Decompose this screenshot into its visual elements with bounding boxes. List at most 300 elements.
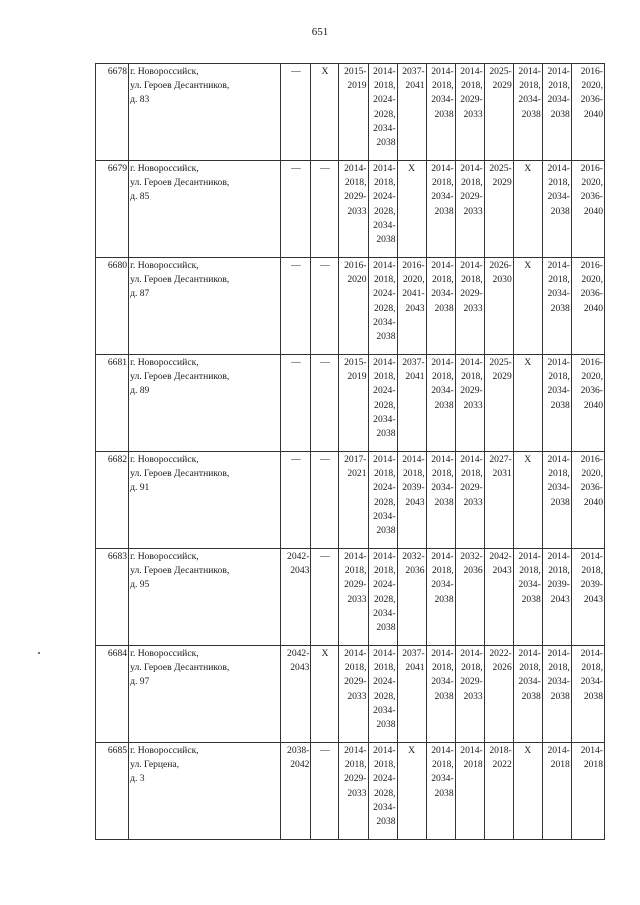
period-line: 2034-	[431, 482, 454, 494]
period-cell	[368, 549, 397, 646]
period-cell	[397, 355, 426, 452]
period-line: 2018,	[344, 177, 367, 189]
period-cell	[339, 64, 368, 161]
period-line: 2018,	[373, 662, 396, 674]
period-line: 2034-	[373, 122, 396, 134]
period-cell	[484, 743, 513, 840]
period-line: 2018	[583, 759, 603, 771]
period-line: 2033	[347, 593, 367, 605]
period-cell	[281, 549, 311, 646]
period-line: 2038	[434, 496, 454, 508]
period-cell	[426, 355, 455, 452]
row-number: 6679	[96, 161, 129, 258]
period-cell	[542, 258, 571, 355]
period-line: 2038	[550, 302, 570, 314]
table-row	[96, 743, 605, 840]
period-line: 2018,	[548, 274, 570, 286]
period-line: Х	[524, 163, 532, 174]
period-line: 2016-	[580, 357, 603, 368]
period-line: 2018,	[403, 468, 425, 480]
period-line: 2043	[550, 593, 570, 605]
address-line: г. Новороссийск,	[130, 66, 199, 77]
period-line: 2034-	[518, 579, 541, 591]
period-line: 2018,	[373, 759, 396, 771]
table-row	[96, 355, 605, 452]
address-line: г. Новороссийск,	[130, 648, 199, 659]
period-cell	[311, 161, 339, 258]
period-line: 2014-	[580, 745, 603, 756]
period-line: 2022	[492, 759, 512, 771]
period-line: 2015-	[344, 357, 367, 368]
period-line: 2014-	[344, 163, 367, 174]
period-line: 2042	[290, 759, 310, 771]
period-line: 2014-	[373, 260, 396, 271]
period-cell	[455, 64, 484, 161]
period-line: 2038	[550, 690, 570, 702]
page-number: 651	[311, 26, 329, 38]
period-line: 2034-	[373, 801, 396, 813]
period-cell	[311, 258, 339, 355]
table-row	[96, 452, 605, 549]
address-cell	[129, 161, 281, 258]
period-cell	[542, 64, 571, 161]
period-line: 2018,	[373, 177, 396, 189]
period-line: 2029	[492, 371, 512, 383]
period-line: 2014-	[460, 648, 483, 659]
period-cell	[397, 161, 426, 258]
period-line: 2014-	[431, 163, 454, 174]
period-cell	[281, 64, 311, 161]
period-line: 2029-	[460, 385, 483, 397]
period-cell	[571, 452, 604, 549]
period-cell	[368, 355, 397, 452]
period-line: 2033	[463, 496, 483, 508]
period-line: Х	[408, 163, 416, 174]
period-line: 2034-	[431, 773, 454, 785]
period-line: 2018,	[432, 565, 454, 577]
period-cell	[513, 355, 542, 452]
period-line: 2014-	[518, 648, 541, 659]
period-cell	[368, 161, 397, 258]
period-cell	[281, 452, 311, 549]
address-cell	[129, 355, 281, 452]
period-line: 2034-	[547, 385, 570, 397]
period-line: Х	[524, 260, 532, 271]
period-line: 2033	[463, 205, 483, 217]
address-cell	[129, 743, 281, 840]
period-line: 2034-	[431, 191, 454, 203]
period-cell	[281, 161, 311, 258]
address-line: д. 95	[130, 579, 150, 591]
period-line: 2022-	[489, 648, 512, 659]
period-line: 2024-	[373, 94, 396, 106]
period-line: 2014-	[431, 745, 454, 756]
period-line: 2018,	[432, 177, 454, 189]
address-cell	[129, 64, 281, 161]
period-cell	[571, 258, 604, 355]
period-line: 2018,	[373, 80, 396, 92]
period-line: —	[320, 454, 330, 465]
period-line: 2029-	[460, 288, 483, 300]
period-line: 2030	[492, 274, 512, 286]
period-cell	[311, 549, 339, 646]
period-line: 2018,	[519, 565, 541, 577]
period-line: 2018,	[432, 80, 454, 92]
period-line: 2014-	[431, 260, 454, 271]
address-line: ул. Героев Десантников,	[130, 274, 230, 286]
period-cell	[571, 161, 604, 258]
period-line: 2014-	[373, 745, 396, 756]
period-line: 2034-	[518, 676, 541, 688]
period-line: 2034-	[373, 316, 396, 328]
period-line: 2034-	[431, 579, 454, 591]
period-line: 2029-	[460, 94, 483, 106]
period-line: 2038	[434, 108, 454, 120]
period-line: 2018	[550, 759, 570, 771]
period-line: 2042-	[489, 551, 512, 562]
period-line: 2018,	[461, 468, 483, 480]
period-line: 2018,	[581, 662, 603, 674]
period-line: Х	[321, 648, 329, 659]
period-line: 2025-	[489, 357, 512, 368]
period-line: 2038	[376, 234, 396, 246]
period-cell	[513, 161, 542, 258]
period-line: 2018,	[519, 80, 541, 92]
period-cell	[339, 258, 368, 355]
period-cell	[368, 743, 397, 840]
period-line: 2038	[434, 787, 454, 799]
period-line: 2034-	[373, 413, 396, 425]
period-line: 2038	[376, 719, 396, 731]
period-cell	[513, 549, 542, 646]
period-line: 2020,	[581, 274, 603, 286]
period-cell	[311, 355, 339, 452]
stray-mark	[38, 652, 40, 654]
period-cell	[281, 646, 311, 743]
period-line: 2042-	[287, 551, 310, 562]
period-cell	[339, 743, 368, 840]
period-cell	[455, 355, 484, 452]
period-line: 2033	[347, 690, 367, 702]
period-cell	[542, 355, 571, 452]
period-line: 2014-	[580, 648, 603, 659]
period-line: 2014-	[373, 357, 396, 368]
period-cell	[426, 258, 455, 355]
period-line: 2038	[583, 690, 603, 702]
period-line: 2036-	[580, 385, 603, 397]
period-cell	[397, 743, 426, 840]
period-cell	[397, 64, 426, 161]
period-line: 2026-	[489, 260, 512, 271]
period-line: 2034-	[373, 510, 396, 522]
period-line: 2038	[550, 205, 570, 217]
period-line: 2041	[405, 662, 425, 674]
period-line: 2040	[583, 496, 603, 508]
period-cell	[455, 452, 484, 549]
address-line: д. 91	[130, 482, 150, 494]
period-line: 2018,	[548, 371, 570, 383]
period-line: 2029-	[460, 191, 483, 203]
period-line: 2041	[405, 371, 425, 383]
period-line: 2041-	[402, 288, 425, 300]
period-line: 2028,	[373, 496, 396, 508]
period-line: 2034-	[373, 704, 396, 716]
period-line: 2029-	[344, 191, 367, 203]
period-line: 2043	[405, 496, 425, 508]
period-line: 2018,	[373, 468, 396, 480]
period-line: 2021	[347, 468, 367, 480]
period-cell	[542, 549, 571, 646]
period-cell	[455, 646, 484, 743]
period-cell	[426, 549, 455, 646]
period-cell	[484, 646, 513, 743]
period-line: Х	[321, 66, 329, 77]
address-line: г. Новороссийск,	[130, 357, 199, 368]
period-line: 2024-	[373, 482, 396, 494]
period-cell	[484, 64, 513, 161]
period-line: 2040	[583, 399, 603, 411]
address-line: д. 89	[130, 385, 150, 397]
period-cell	[426, 452, 455, 549]
period-line: 2036-	[580, 94, 603, 106]
period-cell	[368, 646, 397, 743]
address-line: ул. Героев Десантников,	[130, 662, 230, 674]
period-line: 2020,	[581, 80, 603, 92]
period-cell	[513, 646, 542, 743]
period-line: 2018,	[344, 565, 367, 577]
period-line: 2042-	[287, 648, 310, 659]
address-line: г. Новороссийск,	[130, 260, 199, 271]
period-line: 2033	[463, 690, 483, 702]
period-line: 2018,	[519, 662, 541, 674]
period-cell	[571, 64, 604, 161]
period-line: 2014-	[431, 551, 454, 562]
period-cell	[339, 646, 368, 743]
address-line: д. 85	[130, 191, 150, 203]
period-line: 2038	[434, 302, 454, 314]
period-line: 2031	[492, 468, 512, 480]
period-line: 2038	[521, 108, 541, 120]
period-line: 2029-	[460, 676, 483, 688]
address-line: д. 3	[130, 773, 145, 785]
period-cell	[571, 549, 604, 646]
period-line: 2018,	[548, 80, 570, 92]
period-line: 2032-	[402, 551, 425, 562]
period-line: 2018,	[432, 662, 454, 674]
period-line: 2018,	[344, 662, 367, 674]
period-cell	[426, 743, 455, 840]
address-line: д. 87	[130, 288, 150, 300]
period-line: 2038	[376, 622, 396, 634]
period-line: 2014-	[460, 66, 483, 77]
period-line: Х	[524, 745, 532, 756]
period-line: —	[291, 163, 301, 174]
period-cell	[368, 258, 397, 355]
period-line: 2020	[347, 274, 367, 286]
period-line: 2024-	[373, 288, 396, 300]
period-line: 2028,	[373, 593, 396, 605]
period-line: 2034-	[547, 482, 570, 494]
period-line: 2027-	[489, 454, 512, 465]
period-line: 2018,	[581, 565, 603, 577]
period-line: 2038	[550, 399, 570, 411]
period-line: 2019	[347, 371, 367, 383]
period-line: 2034-	[547, 94, 570, 106]
table-body	[96, 64, 605, 840]
period-line: —	[320, 551, 330, 562]
period-cell	[513, 452, 542, 549]
row-number: 6682	[96, 452, 129, 549]
period-line: 2014-	[431, 454, 454, 465]
period-line: 2018,	[461, 371, 483, 383]
period-cell	[397, 646, 426, 743]
period-line: 2018,	[461, 662, 483, 674]
row-number: 6678	[96, 64, 129, 161]
period-line: 2014-	[547, 260, 570, 271]
period-cell	[513, 64, 542, 161]
period-line: 2018	[463, 759, 483, 771]
period-line: 2020,	[581, 371, 603, 383]
period-line: 2038	[376, 525, 396, 537]
period-line: 2016-	[344, 260, 367, 271]
table-row	[96, 64, 605, 161]
period-line: 2043	[290, 662, 310, 674]
period-line: Х	[524, 454, 532, 465]
address-line: г. Новороссийск,	[130, 551, 199, 562]
period-line: 2018,	[373, 274, 396, 286]
period-line: 2014-	[547, 551, 570, 562]
period-line: 2014-	[373, 454, 396, 465]
period-line: 2014-	[547, 648, 570, 659]
period-line: 2029-	[344, 579, 367, 591]
period-line: 2024-	[373, 191, 396, 203]
period-line: 2018,	[461, 177, 483, 189]
period-line: 2014-	[460, 745, 483, 756]
period-line: 2034-	[373, 219, 396, 231]
period-cell	[542, 646, 571, 743]
period-line: 2038	[521, 690, 541, 702]
period-line: 2014-	[344, 551, 367, 562]
period-line: 2014-	[373, 551, 396, 562]
period-line: 2028,	[373, 205, 396, 217]
period-cell	[513, 743, 542, 840]
period-cell	[542, 161, 571, 258]
row-number: 6684	[96, 646, 129, 743]
period-line: 2016-	[580, 454, 603, 465]
period-line: 2037-	[402, 648, 425, 659]
table-row	[96, 161, 605, 258]
period-line: 2024-	[373, 385, 396, 397]
registry-table	[95, 63, 605, 840]
period-line: Х	[408, 745, 416, 756]
period-line: 2036	[463, 565, 483, 577]
period-cell	[311, 452, 339, 549]
period-cell	[571, 646, 604, 743]
period-line: 2034-	[547, 191, 570, 203]
period-line: 2020,	[581, 468, 603, 480]
period-cell	[455, 258, 484, 355]
period-line: 2038-	[287, 745, 310, 756]
period-line: 2036-	[580, 482, 603, 494]
period-line: 2018,	[461, 274, 483, 286]
period-line: 2018,	[432, 468, 454, 480]
period-line: 2018,	[461, 80, 483, 92]
period-line: 2033	[347, 787, 367, 799]
period-line: 2038	[521, 593, 541, 605]
table-row	[96, 549, 605, 646]
period-line: 2015-	[344, 66, 367, 77]
period-line: 2014-	[460, 163, 483, 174]
period-line: 2034-	[373, 607, 396, 619]
period-cell	[484, 549, 513, 646]
period-line: 2014-	[547, 357, 570, 368]
period-cell	[311, 646, 339, 743]
period-cell	[339, 161, 368, 258]
period-line: 2026	[492, 662, 512, 674]
period-cell	[281, 355, 311, 452]
table-row	[96, 258, 605, 355]
period-line: 2014-	[402, 454, 425, 465]
period-line: 2039-	[402, 482, 425, 494]
period-cell	[397, 258, 426, 355]
period-line: 2016-	[580, 260, 603, 271]
period-line: 2018,	[344, 759, 367, 771]
address-cell	[129, 549, 281, 646]
period-cell	[426, 646, 455, 743]
period-line: 2014-	[373, 66, 396, 77]
period-line: 2017-	[344, 454, 367, 465]
period-line: —	[320, 745, 330, 756]
period-line: 2014-	[344, 745, 367, 756]
period-line: 2029	[492, 80, 512, 92]
period-line: 2024-	[373, 676, 396, 688]
period-line: 2018,	[373, 371, 396, 383]
period-cell	[484, 258, 513, 355]
period-line: 2034-	[431, 94, 454, 106]
address-line: д. 83	[130, 94, 150, 106]
period-line: 2014-	[547, 745, 570, 756]
period-line: —	[291, 454, 301, 465]
period-line: 2032-	[460, 551, 483, 562]
address-line: г. Новороссийск,	[130, 454, 199, 465]
period-line: 2029-	[460, 482, 483, 494]
period-line: 2016-	[402, 260, 425, 271]
period-line: 2014-	[580, 551, 603, 562]
address-cell	[129, 646, 281, 743]
period-line: 2034-	[431, 385, 454, 397]
period-cell	[542, 452, 571, 549]
period-line: 2028,	[373, 302, 396, 314]
period-line: 2033	[463, 399, 483, 411]
period-line: 2034-	[580, 676, 603, 688]
period-line: —	[320, 357, 330, 368]
period-line: 2018,	[432, 371, 454, 383]
period-cell	[368, 452, 397, 549]
period-cell	[339, 549, 368, 646]
period-line: 2014-	[344, 648, 367, 659]
period-line: 2040	[583, 108, 603, 120]
period-line: 2034-	[547, 676, 570, 688]
period-line: 2038	[434, 690, 454, 702]
period-line: 2034-	[518, 94, 541, 106]
period-line: 2038	[376, 428, 396, 440]
period-line: 2025-	[489, 66, 512, 77]
period-line: 2038	[376, 331, 396, 343]
period-cell	[542, 743, 571, 840]
period-line: 2038	[434, 205, 454, 217]
period-line: 2014-	[547, 66, 570, 77]
address-line: г. Новороссийск,	[130, 163, 199, 174]
